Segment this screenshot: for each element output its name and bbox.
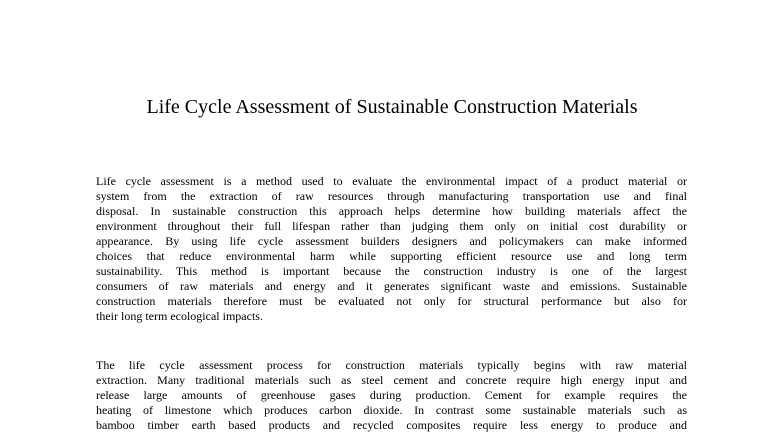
paragraph-line: choices that reduce environmental harm while supporting efficient resource use and long term [96, 249, 687, 263]
paragraph-line: The life cycle assessment process for construction materials typically begins with raw material [96, 358, 687, 372]
paragraph-line: their long term ecological impacts. [96, 309, 263, 323]
body-paragraph-2 [96, 358, 687, 433]
document-title: Life Cycle Assessment of Sustainable Construction Materials [146, 96, 638, 118]
paragraph-line: system from the extraction of raw resources through manufacturing transportation use and final [96, 189, 687, 203]
paragraph-line: consumers of raw materials and energy and it generates significant waste and emissions. Sustainable [96, 279, 687, 293]
paragraph-line: disposal. In sustainable construction this approach helps determine how building materials affect the [96, 204, 687, 218]
body-paragraph-1 [96, 174, 687, 324]
paragraph-line: sustainability. This method is important because the construction industry is one of the largest [96, 264, 687, 278]
paragraph-line: construction materials therefore must be evaluated not only for structural performance but also for [96, 294, 687, 308]
paragraph-line: environment throughout their full lifespan rather than judging them only on initial cost durability or [96, 219, 687, 233]
paragraph-line: bamboo timber earth based products and recycled composites require less energy to produce and [96, 418, 687, 432]
paragraph-line: appearance. By using life cycle assessment builders designers and policymakers can make informed [96, 234, 687, 248]
paragraph-line: release large amounts of greenhouse gases during production. Cement for example requires the [96, 388, 687, 402]
paragraph-line: Life cycle assessment is a method used to evaluate the environmental impact of a product material or [96, 174, 687, 188]
paragraph-line: heating of limestone which produces carbon dioxide. In contrast some sustainable materials such as [96, 403, 687, 417]
paragraph-line: extraction. Many traditional materials such as steel cement and concrete require high energy input and [96, 373, 687, 387]
